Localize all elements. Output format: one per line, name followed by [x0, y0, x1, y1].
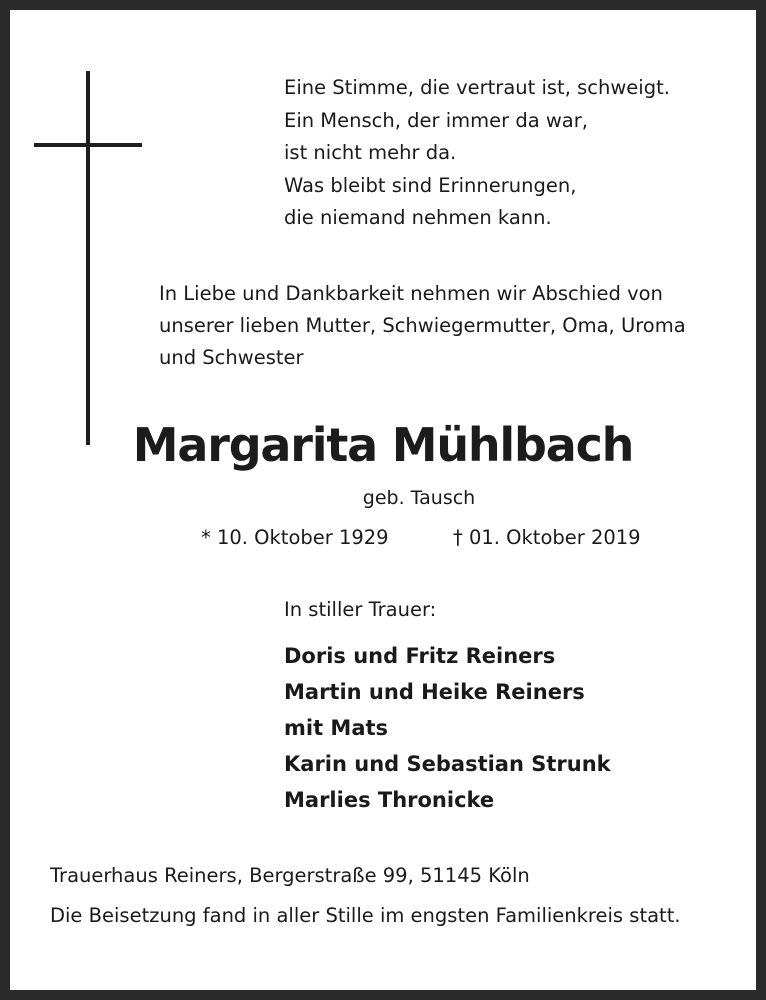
farewell-intro — [159, 278, 686, 374]
poem-line: Ein Mensch, der immer da war, — [284, 108, 588, 132]
mourner-item: Martin und Heike Reiners — [284, 680, 585, 704]
poem-line: ist nicht mehr da. — [284, 141, 457, 164]
poem-verse — [284, 72, 670, 235]
mourner-item: Doris und Fritz Reiners — [284, 644, 556, 668]
poem-line: die niemand nehmen kann. — [284, 206, 552, 229]
mourning-house-address: Trauerhaus Reiners, Bergerstraße 99, 51145 Köln — [50, 864, 530, 887]
mourners-list — [284, 638, 611, 818]
cross-icon-vertical-bar — [86, 71, 90, 445]
intro-line: In Liebe und Dankbarkeit nehmen wir Abschied von — [159, 282, 663, 305]
mourner-item: Karin und Sebastian Strunk — [284, 752, 611, 776]
maiden-name: geb. Tausch — [362, 487, 476, 509]
intro-line: und Schwester — [159, 346, 304, 369]
poem-line: Eine Stimme, die vertraut ist, schweigt. — [284, 76, 670, 99]
birth-date: * 10. Oktober 1929 — [201, 526, 389, 549]
cross-icon-horizontal-bar — [34, 143, 142, 147]
mourner-item: Marlies Thronicke — [284, 788, 495, 812]
poem-line: Was bleibt sind Erinnerungen, — [284, 173, 577, 197]
mourner-item: mit Mats — [284, 716, 389, 740]
funeral-note: Die Beisetzung fand in aller Stille im engsten Familienkreis statt. — [50, 904, 681, 927]
deceased-name: Margarita Mühlbach — [132, 418, 634, 472]
mourning-label: In stiller Trauer: — [284, 598, 437, 621]
death-date: † 01. Oktober 2019 — [453, 526, 641, 549]
intro-line: unserer lieben Mutter, Schwiegermutter, Oma, Uroma — [159, 314, 686, 337]
